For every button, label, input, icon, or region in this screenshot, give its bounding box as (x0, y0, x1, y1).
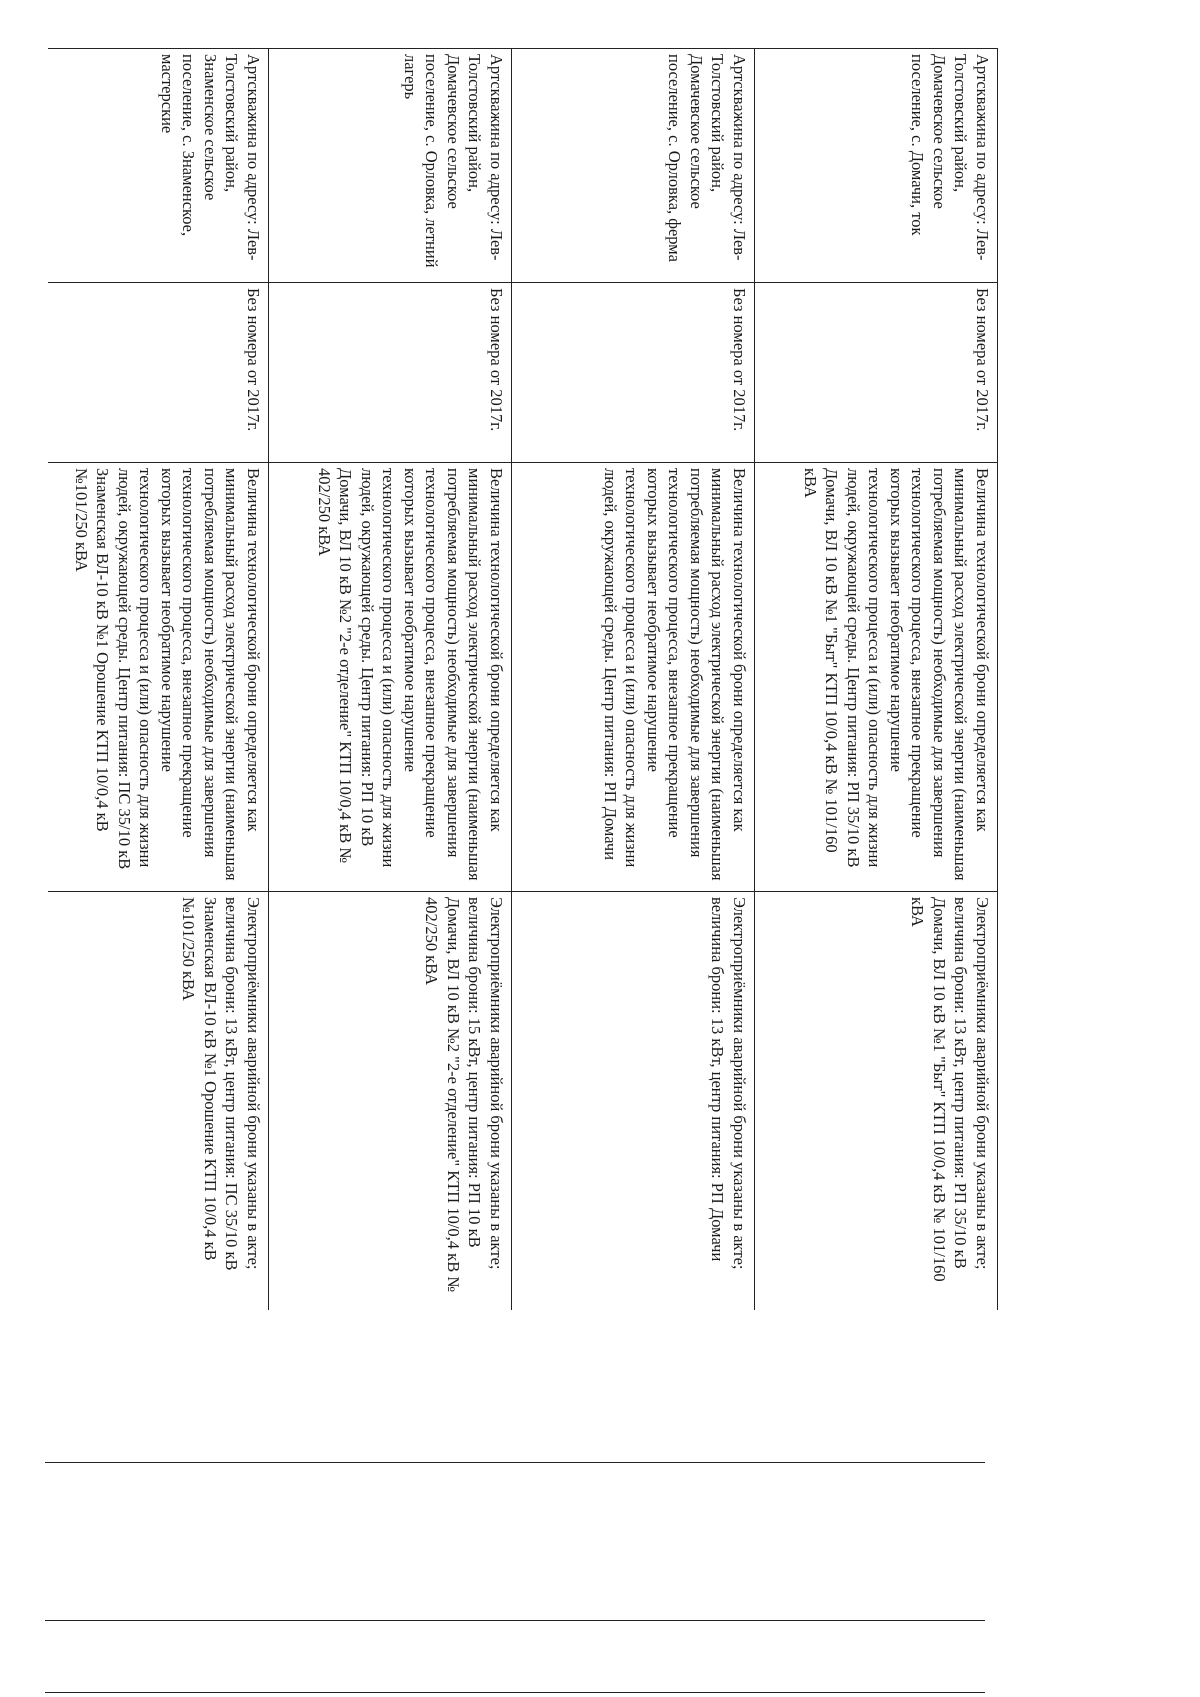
object-cell (755, 49, 998, 283)
emergency-text: Электроприёмники аварийной брони указаны в акте; величина брони: 13 кВт, центр питания: РП 35/10 кВ Домачи, ВЛ 10 кВ №1 "Быт" КТП 10/0,4 кВ № 101/160 кВА (908, 897, 992, 1282)
technological-cell (269, 463, 512, 892)
document-cell (48, 283, 269, 463)
technological-cell (512, 463, 755, 892)
object-cell (512, 49, 755, 283)
emergency-text: Электроприёмники аварийной брони указаны в акте; величина брони: 13 кВт, центр питания: РП Домачи (708, 897, 749, 1270)
object-text: Артскважина по адресу: Лев-Толстовский район, Домачевское сельское поселение, с. Орловка, летний лагерь (401, 54, 506, 268)
document-text: Без номера от 2017г. (487, 288, 506, 432)
document-cell (755, 283, 998, 463)
emergency-cell (512, 892, 755, 1311)
technological-text: Величина технологической брони определяется как минимальный расход электрической энергии (наименьшая потребляемая мощность) необходимые для завершения технологического процесса, внезапное прекращение которых вызывает необратимое нарушение технологического процесса и (или) опасность для жизни людей, окружающей среды. Центр питания: РП 35/10 кВ Домачи, ВЛ 10 кВ №1 "Быт" КТП 10/0,4 кВ № 101/160 кВА (801, 468, 992, 881)
technological-text: Величина технологической брони определяется как минимальный расход электрической энергии (наименьшая потребляемая мощность) необходимые для завершения технологического процесса, внезапное прекращение которых вызывает необратимое нарушение технологического процесса и (или) опасность для жизни людей, окружающей среды. Центр питания: ПС 35/10 кВ Знаменская ВЛ-10 кВ №1 Орошение КТП 10/0,4 кВ №101/250 кВА (72, 468, 263, 881)
rotated-table-container (48, 48, 998, 1310)
technological-text: Величина технологической брони определяется как минимальный расход электрической энергии (наименьшая потребляемая мощность) необходимые для завершения технологического процесса, внезапное прекращение которых вызывает необратимое нарушение технологического процесса и (или) опасность для жизни людей, окружающей среды. Центр питания: РП Домачи (601, 468, 749, 881)
table-row (755, 49, 998, 1311)
document-text: Без номера от 2017г. (244, 288, 263, 432)
object-text: Артскважина по адресу: Лев-Толстовский район, Знаменское сельское поселение, с. Знаменское, мастерские (158, 54, 263, 261)
object-text: Артскважина по адресу: Лев-Толстовский район, Домачевское сельское поселение, с. Орловка, ферма (665, 54, 749, 262)
document-cell (269, 283, 512, 463)
emergency-text: Электроприёмники аварийной брони указаны в акте; величина брони: 13 кВт, центр питания: ПС 35/10 кВ Знаменская ВЛ-10 кВ №1 Орошение КТП 10/0,4 кВ №101/250 кВА (179, 897, 263, 1271)
emergency-cell (269, 892, 512, 1311)
reservation-table (48, 48, 998, 1310)
emergency-text: Электроприёмники аварийной брони указаны в акте; величина брони: 15 кВт, центр питания: РП 10 кВ Домачи, ВЛ 10 кВ №2 "2-е отделение" КТП 10/0,4 кВ № 402/250 кВА (422, 897, 506, 1293)
document-text: Без номера от 2017г. (973, 288, 992, 432)
horizontal-rule (45, 1620, 985, 1621)
object-cell (269, 49, 512, 283)
technological-cell (48, 463, 269, 892)
object-text: Артскважина по адресу: Лев-Толстовский район, Домачевское сельское поселение, с. Домачи, ток (908, 54, 992, 261)
emergency-cell (48, 892, 269, 1311)
table-row (269, 49, 512, 1311)
technological-text: Величина технологической брони определяется как минимальный расход электрической энергии (наименьшая потребляемая мощность) необходимые для завершения технологического процесса, внезапное прекращение которых вызывает необратимое нарушение технологического процесса и (или) опасность для жизни людей, окружающей среды. Центр питания: РП 10 кВ Домачи, ВЛ 10 кВ №2 "2-е отделение" КТП 10/0,4 кВ № 402/250 кВА (315, 468, 506, 881)
object-cell (48, 49, 269, 283)
emergency-cell (755, 892, 998, 1311)
technological-cell (755, 463, 998, 892)
document-cell (512, 283, 755, 463)
horizontal-rule (45, 1692, 985, 1693)
document-text: Без номера от 2017г. (730, 288, 749, 432)
rotated-table-area (48, 48, 998, 1310)
table-row (512, 49, 755, 1311)
horizontal-rule (45, 1462, 985, 1463)
table-row (48, 49, 269, 1311)
